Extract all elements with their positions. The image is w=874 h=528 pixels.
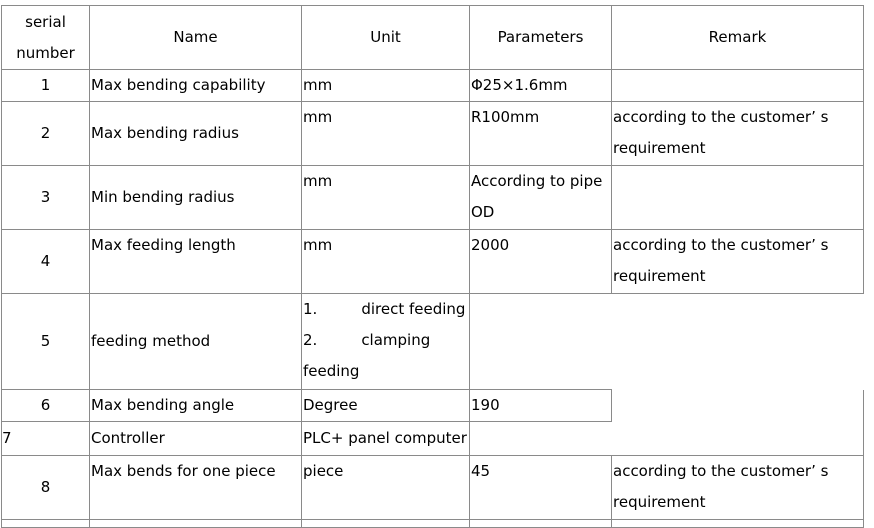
name-cell: Max bends for one piece [90,456,302,520]
serial-cell: 4 [2,230,90,294]
remark-cell [612,520,864,528]
header-name: Name [90,6,302,70]
unit-cell: Degree [302,390,470,422]
unit-cell: PLC+ panel computer [302,422,470,456]
spec-table [1,5,864,528]
table-row [2,422,864,456]
table-row [2,166,864,230]
name-cell: feeding method [90,294,302,390]
remark-cell: according to the customer’ s requirement [612,230,864,294]
table-row [2,70,864,102]
parameters-cell [470,520,612,528]
header-remark: Remark [612,6,864,70]
table-row [2,102,864,166]
unit-cell: mm [302,70,470,102]
remark-cell: according to the customer’ s requirement [612,102,864,166]
remark-cell [612,390,864,422]
name-cell: Max feeding length [90,230,302,294]
unit-cell: mm [302,230,470,294]
table-row [2,456,864,520]
remark-cell [612,294,864,390]
serial-cell: 1 [2,70,90,102]
unit-cell: mm [302,166,470,230]
unit-cell: piece [302,456,470,520]
name-cell: Max bending radius [90,102,302,166]
table-row [2,520,864,528]
table-row [2,390,864,422]
name-cell: Max bending capability [90,70,302,102]
parameters-cell: According to pipe OD [470,166,612,230]
header-parameters: Parameters [470,6,612,70]
header-serial: serial number [2,6,90,70]
table-row [2,294,864,390]
feeding-option-1: 1. direct feeding [303,300,466,318]
name-cell [90,520,302,528]
feeding-option-2: 2. clamping [303,331,431,349]
serial-cell: 2 [2,102,90,166]
header-row [2,6,864,70]
unit-cell [302,520,470,528]
parameters-cell: 45 [470,456,612,520]
unit-cell: 1. direct feeding 2. clamping feeding [302,294,470,390]
serial-cell [2,520,90,528]
name-cell: Max bending angle [90,390,302,422]
header-unit: Unit [302,6,470,70]
parameters-cell [470,294,612,390]
parameters-cell [470,422,612,456]
parameters-cell: 2000 [470,230,612,294]
table-row [2,230,864,294]
remark-cell [612,422,864,456]
serial-cell: 5 [2,294,90,390]
name-cell: Min bending radius [90,166,302,230]
name-cell: Controller [90,422,302,456]
unit-cell: mm [302,102,470,166]
parameters-cell: Φ25×1.6mm [470,70,612,102]
serial-cell: 3 [2,166,90,230]
remark-cell [612,166,864,230]
parameters-cell: R100mm [470,102,612,166]
serial-cell: 8 [2,456,90,520]
remark-cell: according to the customer’ s requirement [612,456,864,520]
remark-cell [612,70,864,102]
serial-cell: 6 [2,390,90,422]
parameters-cell: 190 [470,390,612,422]
serial-cell: 7 [2,422,90,456]
